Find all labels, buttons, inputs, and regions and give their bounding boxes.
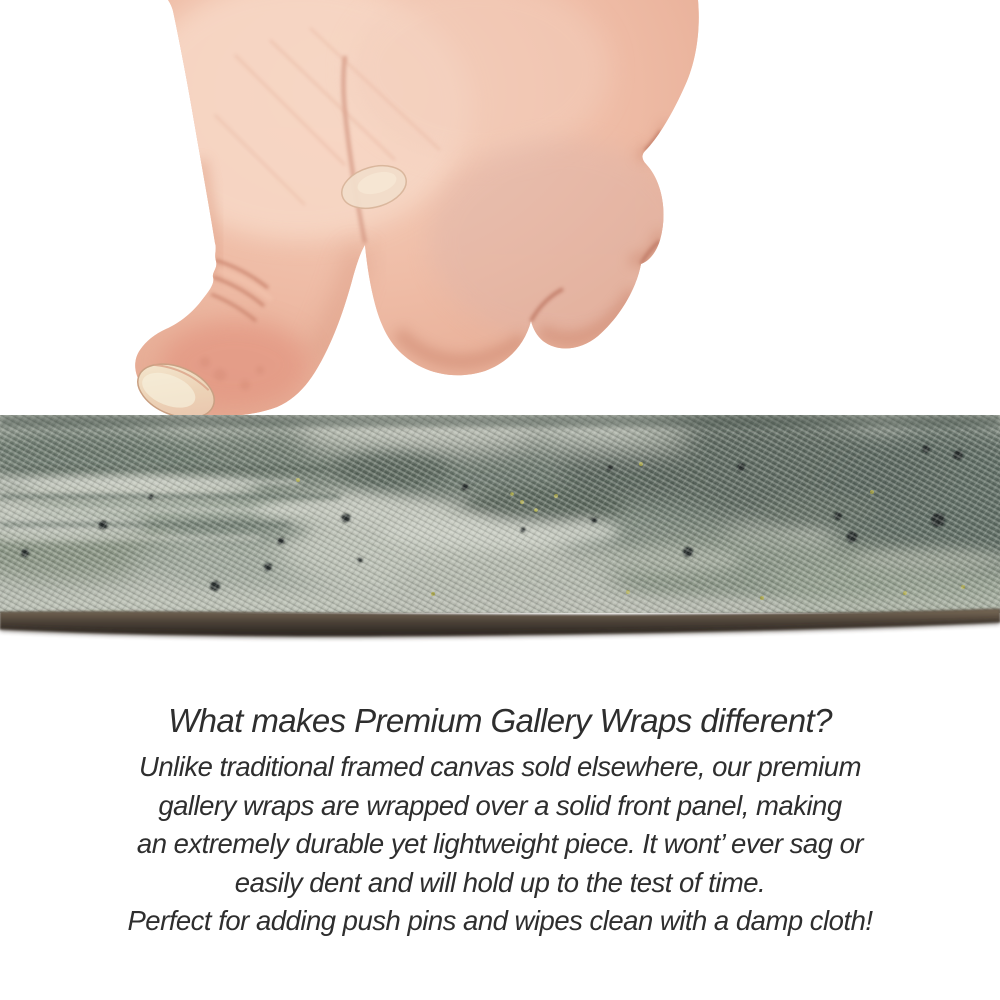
body-line: Perfect for adding push pins and wipes clean with a damp cloth! [127, 905, 873, 936]
section-heading: What makes Premium Gallery Wraps different? [168, 702, 832, 739]
body-line: Unlike traditional framed canvas sold elsewhere, our premium [138, 751, 861, 782]
body-line: easily dent and will hold up to the test of time. [234, 866, 766, 898]
hand-photo [0, 0, 1000, 420]
body-line: gallery wraps are wrapped over a solid front panel, making [158, 789, 842, 821]
canvas-edge-photo [0, 410, 1000, 650]
canvas-texture [0, 415, 1000, 618]
description-text [0, 701, 1000, 941]
hand-shading [130, 0, 690, 410]
canvas-bottom-edge [0, 609, 1000, 636]
body-line: an extremely durable yet lightweight piece. It wont’ ever sag or [136, 828, 864, 859]
